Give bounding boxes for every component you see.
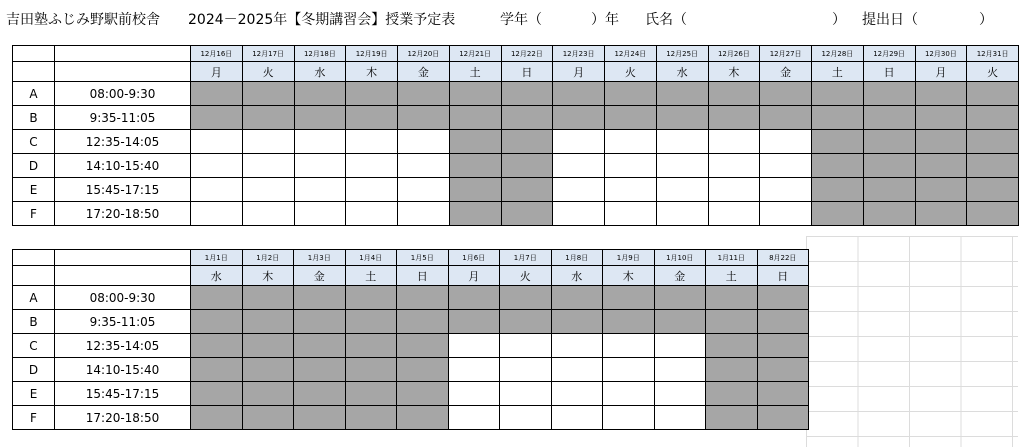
available-slot-cell[interactable] (346, 130, 398, 154)
unavailable-slot-cell[interactable] (863, 202, 915, 226)
available-slot-cell[interactable] (708, 154, 760, 178)
unavailable-slot-cell[interactable] (294, 382, 346, 406)
available-slot-cell[interactable] (448, 358, 500, 382)
weekday-cell[interactable]: 金 (760, 62, 812, 82)
unavailable-slot-cell[interactable] (397, 358, 449, 382)
unavailable-slot-cell[interactable] (191, 310, 243, 334)
unavailable-slot-cell[interactable] (863, 82, 915, 106)
unavailable-slot-cell[interactable] (501, 178, 553, 202)
unavailable-slot-cell[interactable] (656, 82, 708, 106)
weekday-cell[interactable]: 土 (449, 62, 501, 82)
unavailable-slot-cell[interactable] (500, 310, 552, 334)
date-cell[interactable]: 12月31日 (967, 46, 1019, 62)
unavailable-slot-cell[interactable] (863, 106, 915, 130)
available-slot-cell[interactable] (500, 334, 552, 358)
unavailable-slot-cell[interactable] (398, 82, 450, 106)
weekday-cell[interactable]: 火 (605, 62, 657, 82)
unavailable-slot-cell[interactable] (605, 82, 657, 106)
available-slot-cell[interactable] (553, 202, 605, 226)
weekday-cell[interactable]: 土 (812, 62, 864, 82)
unavailable-slot-cell[interactable] (760, 82, 812, 106)
date-cell[interactable]: 12月25日 (656, 46, 708, 62)
unavailable-slot-cell[interactable] (242, 310, 294, 334)
weekday-header-row (13, 62, 1019, 82)
period-time[interactable]: 9:35-11:05 (55, 106, 191, 130)
available-slot-cell[interactable] (551, 334, 603, 358)
unavailable-slot-cell[interactable] (757, 382, 809, 406)
unavailable-slot-cell[interactable] (757, 358, 809, 382)
sheet-title: 2024－2025年【冬期講習会】授業予定表 (188, 12, 456, 28)
date-cell[interactable]: 1月9日 (603, 250, 655, 266)
available-slot-cell[interactable] (500, 406, 552, 430)
unavailable-slot-cell[interactable] (605, 106, 657, 130)
unavailable-slot-cell[interactable] (345, 382, 397, 406)
available-slot-cell[interactable] (708, 130, 760, 154)
weekday-cell[interactable]: 火 (242, 62, 294, 82)
available-slot-cell[interactable] (346, 154, 398, 178)
unavailable-slot-cell[interactable] (242, 286, 294, 310)
period-time[interactable]: 14:10-15:40 (55, 358, 191, 382)
unavailable-slot-cell[interactable] (191, 286, 243, 310)
period-time[interactable]: 9:35-11:05 (55, 310, 191, 334)
period-code[interactable]: D (13, 358, 55, 382)
available-slot-cell[interactable] (398, 154, 450, 178)
available-slot-cell[interactable] (242, 178, 294, 202)
period-row (13, 382, 809, 406)
unavailable-slot-cell[interactable] (967, 130, 1019, 154)
unavailable-slot-cell[interactable] (757, 334, 809, 358)
available-slot-cell[interactable] (656, 130, 708, 154)
period-row (13, 202, 1019, 226)
unavailable-slot-cell[interactable] (294, 106, 346, 130)
available-slot-cell[interactable] (294, 154, 346, 178)
date-cell[interactable]: 1月11日 (706, 250, 758, 266)
unavailable-slot-cell[interactable] (551, 310, 603, 334)
date-cell[interactable]: 1月8日 (551, 250, 603, 266)
date-cell[interactable]: 12月30日 (915, 46, 967, 62)
unavailable-slot-cell[interactable] (708, 82, 760, 106)
available-slot-cell[interactable] (448, 382, 500, 406)
available-slot-cell[interactable] (603, 358, 655, 382)
unavailable-slot-cell[interactable] (449, 82, 501, 106)
period-time[interactable]: 08:00-9:30 (55, 82, 191, 106)
date-cell[interactable]: 12月16日 (191, 46, 243, 62)
weekday-cell[interactable]: 日 (501, 62, 553, 82)
unavailable-slot-cell[interactable] (706, 310, 758, 334)
unavailable-slot-cell[interactable] (812, 130, 864, 154)
available-slot-cell[interactable] (398, 130, 450, 154)
unavailable-slot-cell[interactable] (345, 358, 397, 382)
available-slot-cell[interactable] (760, 130, 812, 154)
unavailable-slot-cell[interactable] (812, 178, 864, 202)
unavailable-slot-cell[interactable] (863, 154, 915, 178)
available-slot-cell[interactable] (656, 154, 708, 178)
unavailable-slot-cell[interactable] (967, 82, 1019, 106)
period-code[interactable]: A (13, 82, 55, 106)
corner-cell[interactable] (55, 46, 191, 62)
unavailable-slot-cell[interactable] (346, 106, 398, 130)
unavailable-slot-cell[interactable] (812, 202, 864, 226)
period-time[interactable]: 12:35-14:05 (55, 334, 191, 358)
unavailable-slot-cell[interactable] (915, 106, 967, 130)
unavailable-slot-cell[interactable] (191, 106, 243, 130)
date-cell[interactable]: 1月7日 (500, 250, 552, 266)
available-slot-cell[interactable] (242, 130, 294, 154)
unavailable-slot-cell[interactable] (294, 82, 346, 106)
corner-cell[interactable] (13, 250, 55, 266)
available-slot-cell[interactable] (551, 358, 603, 382)
available-slot-cell[interactable] (708, 202, 760, 226)
date-cell[interactable]: 1月2日 (242, 250, 294, 266)
date-cell[interactable]: 12月24日 (605, 46, 657, 62)
available-slot-cell[interactable] (603, 406, 655, 430)
unavailable-slot-cell[interactable] (397, 406, 449, 430)
weekday-cell[interactable]: 木 (346, 62, 398, 82)
available-slot-cell[interactable] (708, 178, 760, 202)
unavailable-slot-cell[interactable] (191, 82, 243, 106)
date-cell[interactable]: 12月28日 (812, 46, 864, 62)
unavailable-slot-cell[interactable] (449, 202, 501, 226)
available-slot-cell[interactable] (605, 202, 657, 226)
unavailable-slot-cell[interactable] (294, 358, 346, 382)
unavailable-slot-cell[interactable] (501, 130, 553, 154)
available-slot-cell[interactable] (294, 130, 346, 154)
unavailable-slot-cell[interactable] (345, 286, 397, 310)
name-label: 氏名（ (645, 12, 687, 28)
unavailable-slot-cell[interactable] (812, 106, 864, 130)
unavailable-slot-cell[interactable] (757, 310, 809, 334)
unavailable-slot-cell[interactable] (191, 358, 243, 382)
date-cell[interactable]: 1月4日 (345, 250, 397, 266)
unavailable-slot-cell[interactable] (345, 406, 397, 430)
period-code[interactable]: C (13, 334, 55, 358)
unavailable-slot-cell[interactable] (915, 202, 967, 226)
unavailable-slot-cell[interactable] (294, 334, 346, 358)
available-slot-cell[interactable] (398, 178, 450, 202)
corner-cell[interactable] (13, 266, 55, 286)
period-code[interactable]: E (13, 178, 55, 202)
unavailable-slot-cell[interactable] (656, 106, 708, 130)
date-cell[interactable]: 1月3日 (294, 250, 346, 266)
period-time[interactable]: 17:20-18:50 (55, 406, 191, 430)
available-slot-cell[interactable] (654, 334, 706, 358)
date-cell[interactable]: 12月18日 (294, 46, 346, 62)
date-header-row (13, 46, 1019, 62)
available-slot-cell[interactable] (448, 334, 500, 358)
unavailable-slot-cell[interactable] (191, 382, 243, 406)
period-time[interactable]: 15:45-17:15 (55, 178, 191, 202)
unavailable-slot-cell[interactable] (706, 406, 758, 430)
weekday-cell[interactable]: 日 (397, 266, 449, 286)
unavailable-slot-cell[interactable] (500, 286, 552, 310)
unavailable-slot-cell[interactable] (706, 358, 758, 382)
unavailable-slot-cell[interactable] (242, 82, 294, 106)
unavailable-slot-cell[interactable] (812, 154, 864, 178)
name-suffix: ） (832, 12, 846, 28)
weekday-cell[interactable]: 金 (398, 62, 450, 82)
unavailable-slot-cell[interactable] (345, 310, 397, 334)
unavailable-slot-cell[interactable] (242, 334, 294, 358)
date-cell[interactable]: 12月19日 (346, 46, 398, 62)
unavailable-slot-cell[interactable] (501, 82, 553, 106)
unavailable-slot-cell[interactable] (449, 130, 501, 154)
period-code[interactable]: F (13, 202, 55, 226)
available-slot-cell[interactable] (346, 202, 398, 226)
date-header-row (13, 250, 809, 266)
unavailable-slot-cell[interactable] (915, 154, 967, 178)
unavailable-slot-cell[interactable] (706, 334, 758, 358)
unavailable-slot-cell[interactable] (191, 334, 243, 358)
period-row (13, 130, 1019, 154)
period-code[interactable]: B (13, 310, 55, 334)
unavailable-slot-cell[interactable] (553, 82, 605, 106)
date-cell[interactable]: 12月17日 (242, 46, 294, 62)
period-time[interactable]: 14:10-15:40 (55, 154, 191, 178)
date-cell[interactable]: 1月1日 (191, 250, 243, 266)
available-slot-cell[interactable] (760, 178, 812, 202)
unavailable-slot-cell[interactable] (242, 358, 294, 382)
available-slot-cell[interactable] (656, 178, 708, 202)
unavailable-slot-cell[interactable] (345, 334, 397, 358)
available-slot-cell[interactable] (603, 334, 655, 358)
corner-cell[interactable] (55, 62, 191, 82)
date-cell[interactable]: 1月10日 (654, 250, 706, 266)
weekday-cell[interactable]: 木 (242, 266, 294, 286)
date-cell[interactable]: 12月23日 (553, 46, 605, 62)
available-slot-cell[interactable] (551, 406, 603, 430)
available-slot-cell[interactable] (398, 202, 450, 226)
unavailable-slot-cell[interactable] (603, 286, 655, 310)
unavailable-slot-cell[interactable] (654, 310, 706, 334)
period-row (13, 334, 809, 358)
unavailable-slot-cell[interactable] (501, 202, 553, 226)
period-row (13, 82, 1019, 106)
unavailable-slot-cell[interactable] (191, 406, 243, 430)
available-slot-cell[interactable] (605, 130, 657, 154)
available-slot-cell[interactable] (760, 202, 812, 226)
weekday-cell[interactable]: 月 (553, 62, 605, 82)
period-row (13, 178, 1019, 202)
available-slot-cell[interactable] (500, 358, 552, 382)
available-slot-cell[interactable] (605, 178, 657, 202)
unavailable-slot-cell[interactable] (294, 286, 346, 310)
unavailable-slot-cell[interactable] (706, 382, 758, 406)
unavailable-slot-cell[interactable] (449, 154, 501, 178)
period-time[interactable]: 12:35-14:05 (55, 130, 191, 154)
unavailable-slot-cell[interactable] (448, 310, 500, 334)
unavailable-slot-cell[interactable] (654, 286, 706, 310)
available-slot-cell[interactable] (191, 154, 243, 178)
unavailable-slot-cell[interactable] (863, 130, 915, 154)
corner-cell[interactable] (55, 250, 191, 266)
period-row (13, 286, 809, 310)
available-slot-cell[interactable] (242, 154, 294, 178)
weekday-cell[interactable]: 月 (915, 62, 967, 82)
unavailable-slot-cell[interactable] (757, 286, 809, 310)
available-slot-cell[interactable] (605, 154, 657, 178)
weekday-cell[interactable]: 土 (706, 266, 758, 286)
available-slot-cell[interactable] (191, 202, 243, 226)
available-slot-cell[interactable] (346, 178, 398, 202)
unavailable-slot-cell[interactable] (397, 334, 449, 358)
available-slot-cell[interactable] (553, 154, 605, 178)
unavailable-slot-cell[interactable] (501, 106, 553, 130)
available-slot-cell[interactable] (294, 202, 346, 226)
unavailable-slot-cell[interactable] (967, 178, 1019, 202)
unavailable-slot-cell[interactable] (346, 82, 398, 106)
unavailable-slot-cell[interactable] (397, 310, 449, 334)
weekday-cell[interactable]: 金 (294, 266, 346, 286)
period-code[interactable]: D (13, 154, 55, 178)
date-cell[interactable]: 12月20日 (398, 46, 450, 62)
available-slot-cell[interactable] (242, 202, 294, 226)
weekday-cell[interactable]: 火 (967, 62, 1019, 82)
period-code[interactable]: B (13, 106, 55, 130)
period-row (13, 310, 809, 334)
date-cell[interactable]: 12月27日 (760, 46, 812, 62)
available-slot-cell[interactable] (654, 358, 706, 382)
school-name: 吉田塾ふじみ野駅前校舎 (6, 12, 160, 28)
weekday-cell[interactable]: 日 (757, 266, 809, 286)
available-slot-cell[interactable] (191, 178, 243, 202)
unavailable-slot-cell[interactable] (501, 154, 553, 178)
unavailable-slot-cell[interactable] (294, 406, 346, 430)
weekday-cell[interactable]: 水 (294, 62, 346, 82)
weekday-cell[interactable]: 月 (448, 266, 500, 286)
unavailable-slot-cell[interactable] (603, 310, 655, 334)
unavailable-slot-cell[interactable] (294, 310, 346, 334)
period-row (13, 406, 809, 430)
unavailable-slot-cell[interactable] (242, 106, 294, 130)
weekday-cell[interactable]: 月 (191, 62, 243, 82)
weekday-cell[interactable]: 金 (654, 266, 706, 286)
period-code[interactable]: A (13, 286, 55, 310)
unavailable-slot-cell[interactable] (553, 106, 605, 130)
submit-date-label: 提出日（ (862, 12, 918, 28)
weekday-cell[interactable]: 土 (345, 266, 397, 286)
period-time[interactable]: 15:45-17:15 (55, 382, 191, 406)
period-code[interactable]: C (13, 130, 55, 154)
unavailable-slot-cell[interactable] (398, 106, 450, 130)
date-cell[interactable]: 12月22日 (501, 46, 553, 62)
weekday-cell[interactable]: 木 (603, 266, 655, 286)
unavailable-slot-cell[interactable] (242, 382, 294, 406)
unavailable-slot-cell[interactable] (812, 82, 864, 106)
unavailable-slot-cell[interactable] (915, 178, 967, 202)
unavailable-slot-cell[interactable] (448, 286, 500, 310)
sheet-header (6, 9, 1021, 31)
unavailable-slot-cell[interactable] (967, 202, 1019, 226)
weekday-cell[interactable]: 木 (708, 62, 760, 82)
grade-suffix: ）年 (591, 12, 619, 28)
period-row (13, 106, 1019, 130)
available-slot-cell[interactable] (654, 382, 706, 406)
unavailable-slot-cell[interactable] (551, 286, 603, 310)
available-slot-cell[interactable] (603, 382, 655, 406)
unavailable-slot-cell[interactable] (967, 106, 1019, 130)
available-slot-cell[interactable] (553, 130, 605, 154)
weekday-cell[interactable]: 水 (656, 62, 708, 82)
spreadsheet-gridlines (806, 236, 1018, 447)
corner-cell[interactable] (55, 266, 191, 286)
date-cell[interactable]: 12月21日 (449, 46, 501, 62)
available-slot-cell[interactable] (500, 382, 552, 406)
schedule-table-december (12, 45, 1019, 226)
available-slot-cell[interactable] (191, 130, 243, 154)
unavailable-slot-cell[interactable] (967, 154, 1019, 178)
unavailable-slot-cell[interactable] (708, 106, 760, 130)
available-slot-cell[interactable] (448, 406, 500, 430)
weekday-cell[interactable]: 水 (551, 266, 603, 286)
corner-cell[interactable] (13, 62, 55, 82)
weekday-header-row (13, 266, 809, 286)
period-row (13, 154, 1019, 178)
unavailable-slot-cell[interactable] (760, 106, 812, 130)
submit-date-suffix: ） (979, 12, 993, 28)
unavailable-slot-cell[interactable] (757, 406, 809, 430)
date-cell[interactable]: 12月29日 (863, 46, 915, 62)
available-slot-cell[interactable] (760, 154, 812, 178)
unavailable-slot-cell[interactable] (449, 178, 501, 202)
available-slot-cell[interactable] (294, 178, 346, 202)
date-cell[interactable]: 8月22日 (757, 250, 809, 266)
available-slot-cell[interactable] (656, 202, 708, 226)
grade-label: 学年（ (500, 12, 542, 28)
weekday-cell[interactable]: 火 (500, 266, 552, 286)
unavailable-slot-cell[interactable] (915, 82, 967, 106)
available-slot-cell[interactable] (551, 382, 603, 406)
date-cell[interactable]: 1月6日 (448, 250, 500, 266)
unavailable-slot-cell[interactable] (242, 406, 294, 430)
period-row (13, 358, 809, 382)
unavailable-slot-cell[interactable] (449, 106, 501, 130)
available-slot-cell[interactable] (654, 406, 706, 430)
unavailable-slot-cell[interactable] (915, 130, 967, 154)
period-time[interactable]: 17:20-18:50 (55, 202, 191, 226)
unavailable-slot-cell[interactable] (397, 382, 449, 406)
weekday-cell[interactable]: 日 (863, 62, 915, 82)
date-cell[interactable]: 12月26日 (708, 46, 760, 62)
available-slot-cell[interactable] (553, 178, 605, 202)
period-time[interactable]: 08:00-9:30 (55, 286, 191, 310)
schedule-table-january (12, 249, 809, 430)
period-code[interactable]: E (13, 382, 55, 406)
unavailable-slot-cell[interactable] (706, 286, 758, 310)
unavailable-slot-cell[interactable] (397, 286, 449, 310)
corner-cell[interactable] (13, 46, 55, 62)
date-cell[interactable]: 1月5日 (397, 250, 449, 266)
unavailable-slot-cell[interactable] (863, 178, 915, 202)
period-code[interactable]: F (13, 406, 55, 430)
weekday-cell[interactable]: 水 (191, 266, 243, 286)
